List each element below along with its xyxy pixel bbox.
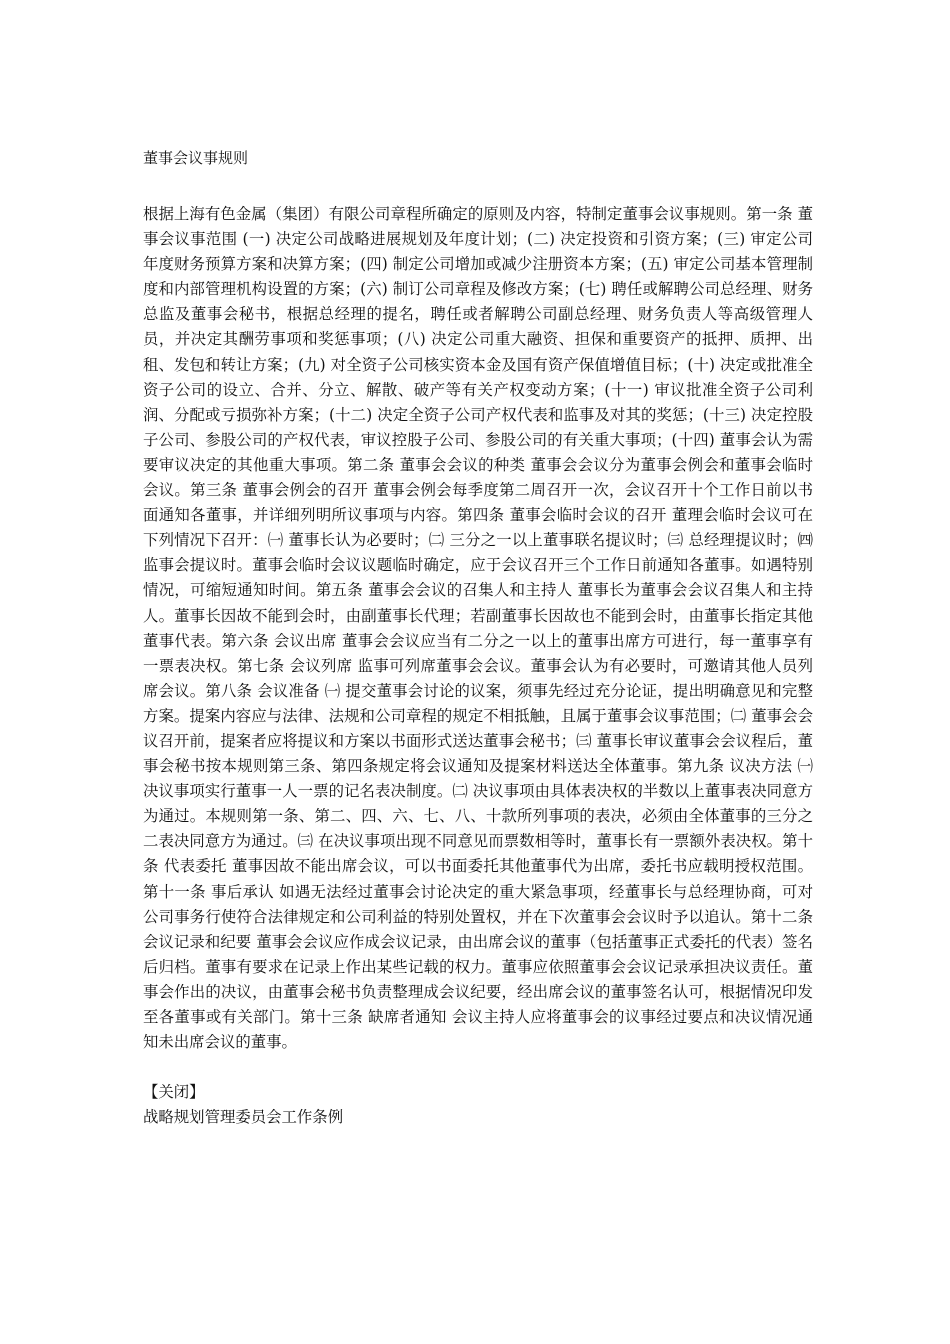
document-page (143, 148, 813, 1130)
document-body: 根据上海有色金属（集团）有限公司章程所确定的原则及内容，特制定董事会议事规则。第一条 董事会议事范围 (一) 决定公司战略进展规划及年度计划；(二) 决定投资和引资方案；(三) 审定公司年度财务预算方案和决算方案；(四) 制定公司增加或减少注册资本方案；(五) 审定公司基本管理制度和内部管理机构设置的方案；(六) 制订公司章程及修改方案；(七) 聘任或解聘公司总经理、财务总监及董事会秘书，根据总经理的提名，聘任或者解聘公司副总经理、财务负责人等高级管理人员，并决定其酬劳事项和奖惩事项；(八) 决定公司重大融资、担保和重要资产的抵押、质押、出租、发包和转让方案；(九) 对全资子公司核实资本金及国有资产保值增值目标；(十) 决定或批准全资子公司的设立、合并、分立、解散、破产等有关产权变动方案；(十一) 审议批准全资子公司利润、分配或亏损弥补方案；(十二) 决定全资子公司产权代表和监事及对其的奖惩；(十三) 决定控股子公司、参股公司的产权代表，审议控股子公司、参股公司的有关重大事项；(十四) 董事会认为需要审议决定的其他重大事项。第二条 董事会会议的种类 董事会会议分为董事会例会和董事会临时会议。第三条 董事会例会的召开 董事会例会每季度第二周召开一次，会议召开十个工作日前以书面通知各董事，并详细列明所议事项与内容。第四条 董事会临时会议的召开 董理会临时会议可在下列情况下召开：㈠ 董事长认为必要时；㈡ 三分之一以上董事联名提议时；㈢ 总经理提议时；㈣ 监事会提议时。董事会临时会议议题临时确定，应于会议召开三个工作日前通知各董事。如遇特别情况，可缩短通知时间。第五条 董事会会议的召集人和主持人 董事长为董事会会议召集人和主持人。董事长因故不能到会时，由副董事长代理；若副董事长因故也不能到会时，由董事长指定其他董事代表。第六条 会议出席 董事会会议应当有二分之一以上的董事出席方可进行，每一董事享有一票表决权。第七条 会议列席 监事可列席董事会会议。董事会认为有必要时，可邀请其他人员列席会议。第八条 会议准备 ㈠ 提交董事会讨论的议案，须事先经过充分论证，提出明确意见和完整方案。提案内容应与法律、法规和公司章程的规定不相抵触，且属于董事会议事范围；㈡ 董事会会议召开前，提案者应将提议和方案以书面形式送达董事会秘书；㈢ 董事长审议董事会会议程后，董事会秘书按本规则第三条、第四条规定将会议通知及提案材料送达全体董事。第九条 议决方法 ㈠ 决议事项实行董事一人一票的记名表决制度。㈡ 决议事项由具体表决权的半数以上董事表决同意方为通过。本规则第一条、第二、四、六、七、八、十款所列事项的表决，必须由全体董事的三分之二表决同意方为通过。㈢ 在决议事项出现不同意见而票数相等时，董事长有一票额外表决权。第十条 代表委托 董事因故不能出席会议，可以书面委托其他董事代为出席，委托书应载明授权范围。第十一条 事后承认 如遇无法经过董事会讨论决定的重大紧急事项，经董事长与总经理协商，可对公司事务行使符合法律规定和公司利益的特别处置权，并在下次董事会会议时予以追认。第十二条 会议记录和纪要 董事会会议应作成会议记录，由出席会议的董事（包括董事正式委托的代表）签名后归档。董事有要求在记录上作出某些记载的权力。董事应依照董事会会议记录承担决议责任。董事会作出的决议，由董事会秘书负责整理成会议纪要，经出席会议的董事签名认可，根据情况印发至各董事或有关部门。第十三条 缺席者通知 会议主持人应将董事会的议事经过要点和决议情况通知未出席会议的董事。 (143, 205, 813, 1052)
related-document-link[interactable]: 战略规划管理委员会工作条例 (143, 1108, 344, 1127)
close-link[interactable]: 【关闭】 (143, 1083, 205, 1102)
document-title: 董事会议事规则 (143, 149, 249, 167)
